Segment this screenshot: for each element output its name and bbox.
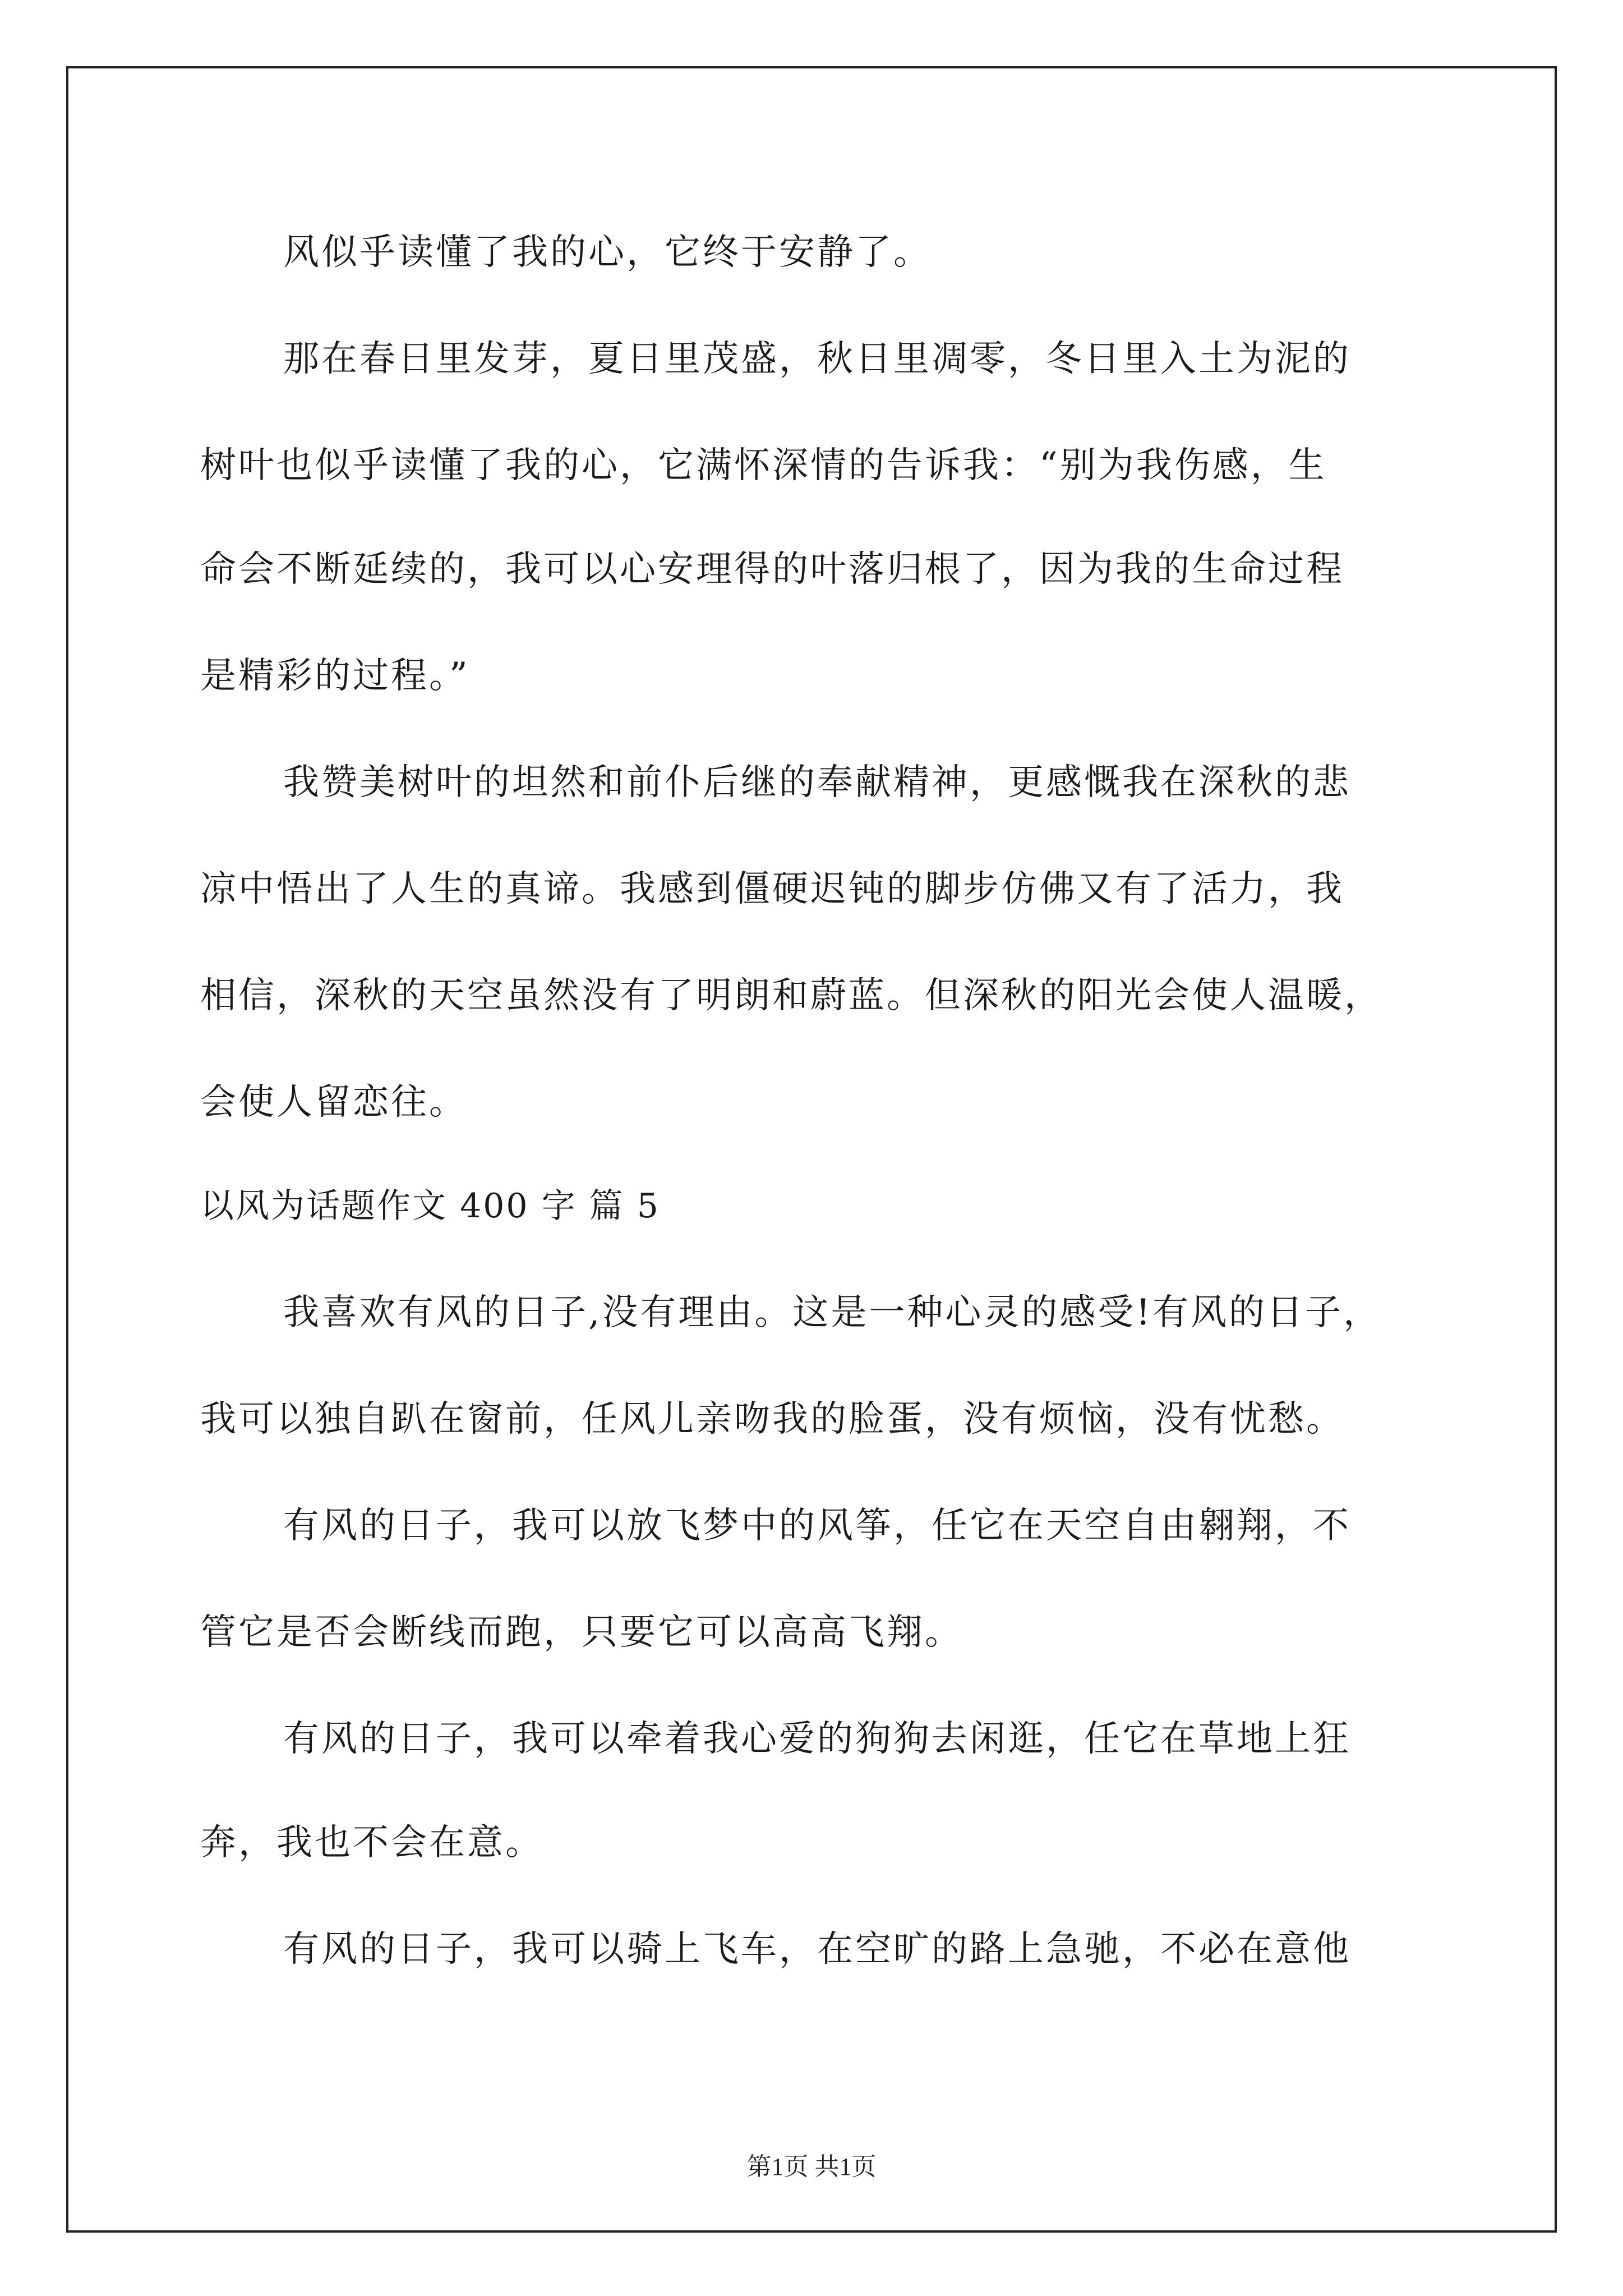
paragraph-line: 命会不断延续的，我可以心安理得的叶落归根了，因为我的生命过程 [200,549,1344,590]
paragraph-line: 有风的日子，我可以放飞梦中的风筝，任它在天空自由翱翔，不 [283,1505,1351,1547]
paragraph-line: 会使人留恋往。 [200,1082,467,1123]
paragraph-line: 树叶也似乎读懂了我的心，它满怀深情的告诉我：“别为我伤感，生 [200,445,1327,486]
paragraph-line: 奔，我也不会在意。 [200,1822,543,1864]
paragraph-line: 有风的日子，我可以牵着我心爱的狗狗去闲逛，任它在草地上狂 [283,1718,1351,1760]
section-heading: 以风为话题作文 400 字 篇 5 [200,1186,660,1226]
page-border [66,66,1557,2233]
paragraph-line: 风似乎读懂了我的心，它终于安静了。 [283,232,932,273]
paragraph-line: 我喜欢有风的日子,没有理由。这是一种心灵的感受!有风的日子， [283,1292,1382,1333]
page-footer: 第1页 共1页 [746,2153,877,2180]
paragraph-line: 凉中悟出了人生的真谛。我感到僵硬迟钝的脚步仿佛又有了活力，我 [200,868,1344,910]
paragraph-line: 那在春日里发芽，夏日里茂盛，秋日里凋零，冬日里入土为泥的 [283,338,1351,380]
paragraph-line: 相信，深秋的天空虽然没有了明朗和蔚蓝。但深秋的阳光会使人温暖， [200,975,1382,1016]
paragraph-line: 管它是否会断线而跑，只要它可以高高飞翔。 [200,1612,963,1653]
paragraph-line: 我可以独自趴在窗前，任风儿亲吻我的脸蛋，没有烦恼，没有忧愁。 [200,1398,1344,1440]
paragraph-line: 我赞美树叶的坦然和前仆后继的奉献精神，更感慨我在深秋的悲 [283,762,1351,803]
paragraph-line: 有风的日子，我可以骑上飞车，在空旷的路上急驰，不必在意他 [283,1929,1351,1970]
paragraph-line: 是精彩的过程。” [200,655,470,697]
